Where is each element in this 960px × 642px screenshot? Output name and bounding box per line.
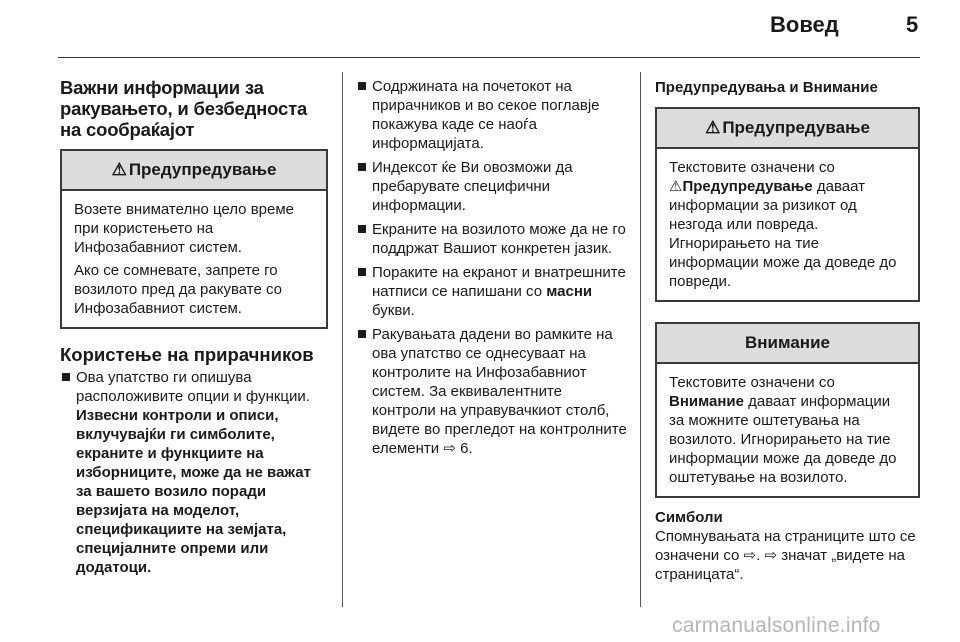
caution-box-header bbox=[657, 324, 918, 364]
symbols-text: значат „видете на страницата“. bbox=[655, 547, 906, 583]
warning-inline bbox=[669, 177, 906, 291]
warning-triangle-icon: ⚠ bbox=[111, 160, 127, 179]
warning-box-header bbox=[62, 151, 326, 191]
bullet-text: Индексот ќе Ви овозможи да пребарувате специфични информации. bbox=[372, 159, 573, 214]
warning-paragraph: Ако се сомневате, запрете го возилото пред да ракувате со Инфозабавниот систем. bbox=[74, 262, 282, 317]
section-subheading: Користење на прирачников bbox=[60, 344, 314, 365]
page-number: 5 bbox=[906, 12, 919, 37]
column-left bbox=[60, 72, 328, 582]
bullet-text: Содржината на почетокот на прирачников и во секое поглавје покажува каде се наоѓа информацијата. bbox=[372, 78, 600, 152]
bullet-square-icon bbox=[358, 225, 366, 233]
warning-box-title: Предупредување bbox=[722, 118, 870, 137]
list-item bbox=[356, 220, 628, 258]
column-right bbox=[655, 72, 920, 584]
symbols-text: Спомнувањата на страниците што се означени со bbox=[655, 528, 916, 564]
warning-box bbox=[655, 107, 920, 302]
list-item bbox=[356, 325, 628, 458]
warning-box bbox=[60, 149, 328, 329]
list-item bbox=[356, 263, 628, 320]
bullet-square-icon bbox=[358, 82, 366, 90]
symbols-text: . bbox=[756, 547, 761, 564]
warning-box-body bbox=[657, 149, 918, 300]
warning-text: даваат информации за ризикот од незгода или повреда. Игнорирањето на тие информации може да доведе до повреди. bbox=[669, 178, 897, 290]
caution-inline bbox=[669, 392, 906, 487]
watermark: carmanualsonline.info bbox=[672, 614, 881, 637]
warning-triangle-icon: ⚠ bbox=[705, 118, 721, 137]
bullet-square-icon bbox=[62, 373, 70, 381]
caution-box bbox=[655, 322, 920, 498]
bullet-text: Ова упатство ги опишува расположивите опции и функции. bbox=[76, 369, 310, 405]
bullet-square-icon bbox=[358, 330, 366, 338]
caution-box-title: Внимание bbox=[745, 333, 830, 352]
warning-paragraph: Возете внимателно цело време при користењето на Инфозабавниот систем. bbox=[74, 201, 294, 256]
list-item bbox=[356, 77, 628, 153]
warning-box-title: Предупредување bbox=[128, 160, 277, 179]
column-divider bbox=[342, 72, 343, 607]
bullet-text: Пораките на екранот и внатрешните натписи се напишани со bbox=[372, 264, 626, 300]
bullet-list bbox=[60, 368, 328, 577]
caution-bold-text: Внимание bbox=[669, 393, 744, 410]
caution-text: Текстовите означени со bbox=[669, 374, 835, 391]
symbols-heading: Симболи bbox=[655, 509, 723, 526]
bullet-text: Ракувањата дадени во рамките на ова упатство се однесуваат на контролите на Инфозабавниот систем. За еквивалентните контроли на управувачкиот столб, видете во прегледот на контролните елементи bbox=[372, 326, 627, 457]
section-heading: Важни информации за ракувањето, и безбедноста на сообраќајот bbox=[60, 77, 308, 140]
caution-text: даваат информации за можните оштетувања на возилото. Игнорирањето на тие информации може да доведе до оштетување на возилото. bbox=[669, 393, 897, 486]
column-divider bbox=[640, 72, 641, 607]
symbols-paragraph bbox=[655, 527, 920, 584]
column-middle bbox=[356, 72, 628, 463]
list-item bbox=[60, 368, 328, 577]
page-reference-icon: ⇨ bbox=[764, 547, 778, 564]
warning-triangle-icon: ⚠ bbox=[669, 178, 683, 195]
page-reference-icon: ⇨ bbox=[743, 547, 757, 564]
warning-box-body bbox=[62, 191, 326, 327]
list-item bbox=[356, 158, 628, 215]
warning-box-header bbox=[657, 109, 918, 149]
bullet-text: букви. bbox=[372, 302, 415, 319]
caution-box-body bbox=[657, 364, 918, 496]
page-header-title: Вовед bbox=[770, 12, 839, 37]
bullet-text: Екраните на возилото може да не го поддржат Вашиот конкретен јазик. bbox=[372, 221, 626, 257]
bullet-list bbox=[356, 77, 628, 458]
warning-text: Текстовите означени со bbox=[669, 159, 835, 176]
page-reference-icon: ⇨ bbox=[443, 440, 456, 457]
warning-bold-text: Предупредување bbox=[682, 178, 813, 195]
bullet-square-icon bbox=[358, 163, 366, 171]
bullet-square-icon bbox=[358, 268, 366, 276]
header-divider bbox=[58, 57, 920, 58]
bullet-bold-text: масни bbox=[546, 283, 593, 300]
section-heading: Предупредувања и Внимание bbox=[655, 79, 878, 96]
bullet-bold-text: Извесни контроли и описи, вклучувајќи ги симболите, екраните и функциите на изборниците, може да не важат за вашето возило поради верзијата на моделот, спецификациите на земјата, специјалните опреми или додатоци. bbox=[76, 407, 311, 576]
page-reference-link[interactable]: 6. bbox=[460, 440, 473, 457]
